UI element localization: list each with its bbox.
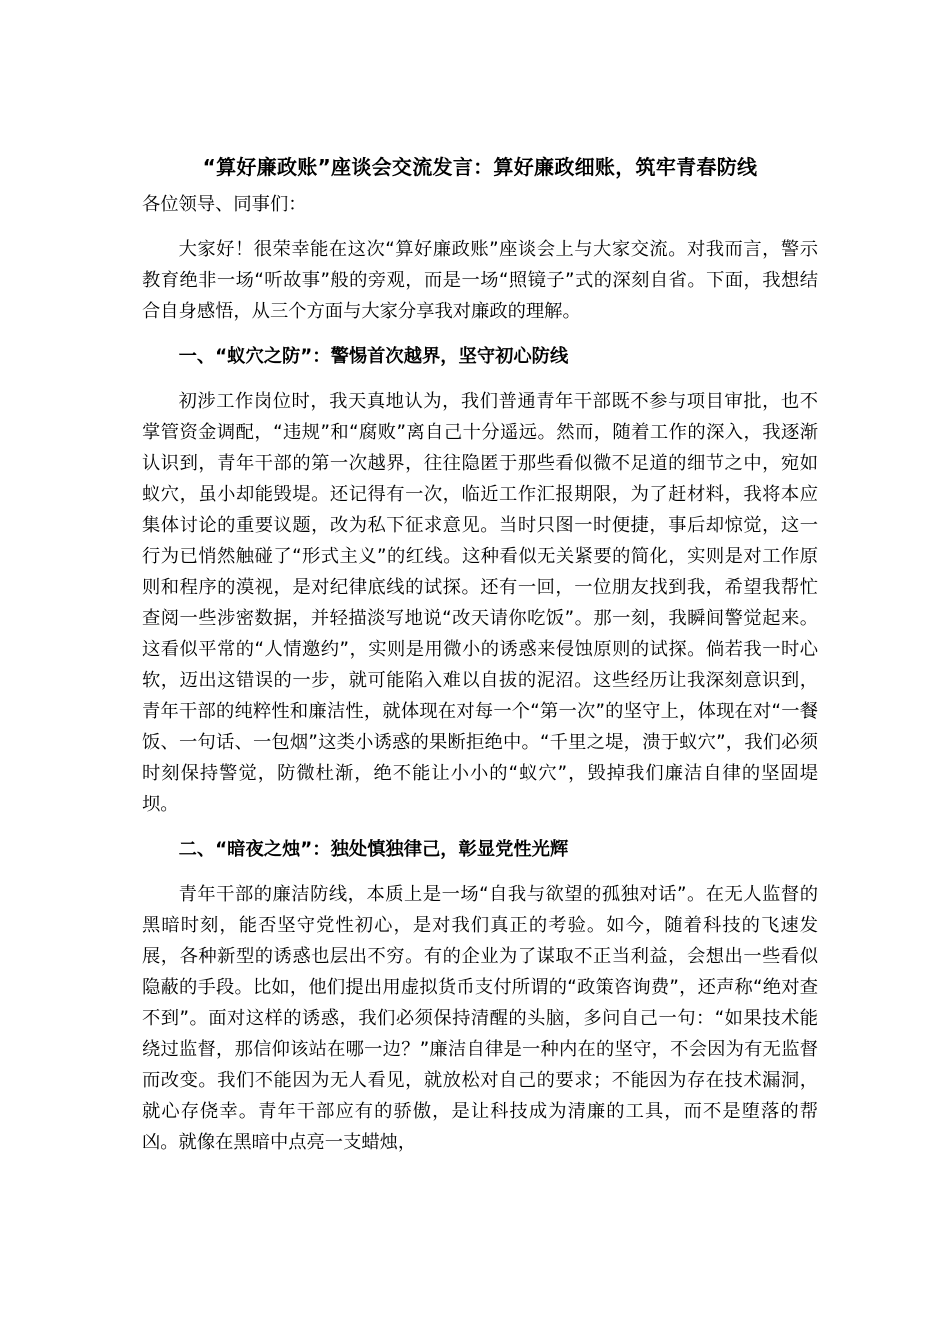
section-body-1: 初涉工作岗位时，我天真地认为，我们普通青年干部既不参与项目审批，也不掌管资金调配，“违规”和“腐败”离自己十分遥远。然而，随着工作的深入，我逐渐认识到，青年干部的第一次越界，往往隐匿于那些看似微不足道的细节之中，宛如蚁穴，虽小却能毁堤。还记得有一次，临近工作汇报期限，为了赶材料，我将本应集体讨论的重要议题，改为私下征求意见。当时只图一时便捷，事后却惊觉，这一行为已悄然触碰了“形式主义”的红线。这种看似无关紧要的简化，实则是对工作原则和程序的漠视，是对纪律底线的试探。还有一回，一位朋友找到我，希望我帮忙查阅一些涉密数据，并轻描淡写地说“改天请你吃饭”。那一刻，我瞬间警觉起来。这看似平常的“人情邀约”，实则是用微小的诱惑来侵蚀原则的试探。倘若我一时心软，迈出这错误的一步，就可能陷入难以自拔的泥沼。这些经历让我深刻意识到，青年干部的纯粹性和廉洁性，就体现在对每一个“第一次”的坚守上，体现在对“一餐饭、一句话、一包烟”这类小诱惑的果断拒绝中。“千里之堤，溃于蚁穴”，我们必须时刻保持警觉，防微杜渐，绝不能让小小的“蚁穴”，毁掉我们廉洁自律的坚固堤坝。: [142, 391, 818, 815]
spacer: [142, 865, 818, 879]
spacer: [142, 327, 818, 341]
spacer: [142, 372, 818, 386]
section-heading-1: 一、“蚁穴之防”：警惕首次越界，坚守初心防线: [178, 346, 569, 367]
spacer: [142, 220, 818, 234]
salutation: 各位领导、同事们：: [142, 194, 307, 215]
spacer: [142, 820, 818, 834]
document-title: “算好廉政账”座谈会交流发言：算好廉政细账，筑牢青春防线: [202, 155, 758, 179]
section-heading-2: 二、“暗夜之烛”：独处慎独律己，彰显党性光辉: [178, 839, 569, 860]
document-page: [142, 145, 818, 1158]
intro-paragraph: 大家好！很荣幸能在这次“算好廉政账”座谈会上与大家交流。对我而言，警示教育绝非一场“听故事”般的旁观，而是一场“照镜子”式的深刻自省。下面，我想结合自身感悟，从三个方面与大家分享我对廉政的理解。: [142, 239, 818, 322]
section-body-2: 青年干部的廉洁防线，本质上是一场“自我与欲望的孤独对话”。在无人监督的黑暗时刻，能否坚守党性初心，是对我们真正的考验。如今，随着科技的飞速发展，各种新型的诱惑也层出不穷。有的企业为了谋取不正当利益，会想出一些看似隐蔽的手段。比如，他们提出用虚拟货币支付所谓的“政策咨询费”，还声称“绝对查不到”。面对这样的诱惑，我们必须保持清醒的头脑，多问自己一句：“如果技术能绕过监督，那信仰该站在哪一边？”廉洁自律是一种内在的坚守，不会因为有无监督而改变。我们不能因为无人看见，就放松对自己的要求；不能因为存在技术漏洞，就心存侥幸。青年干部应有的骄傲，是让科技成为清廉的工具，而不是堕落的帮凶。就像在黑暗中点亮一支蜡烛，: [142, 884, 818, 1153]
